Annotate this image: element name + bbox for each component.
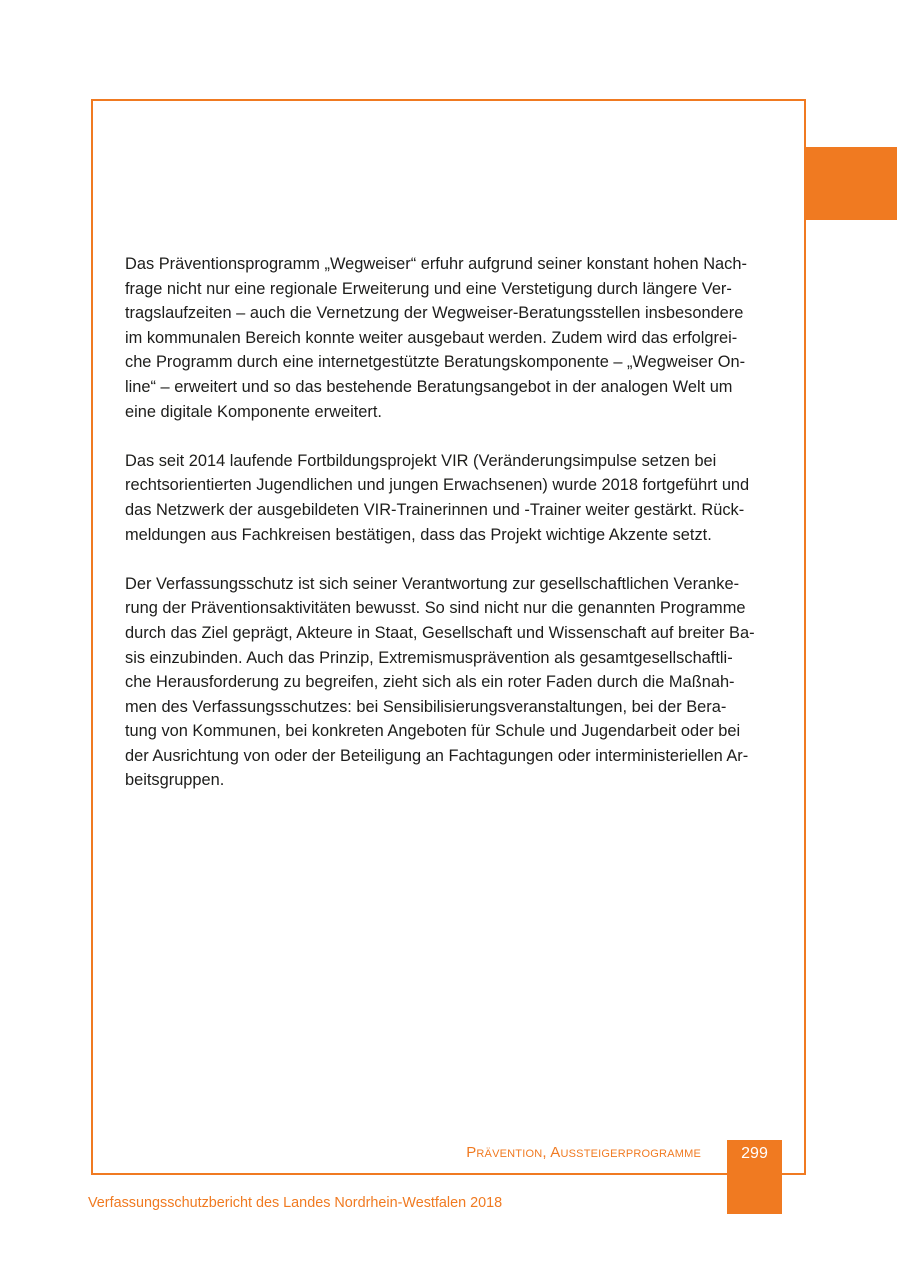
text-line: rechtsorientierten Jugendlichen und jungen Erwachsenen) wurde 2018 fortgeführt und [125,476,750,495]
text-line: Das Präventionsprogramm „Wegweiser“ erfuhr aufgrund seiner konstant hohen Nach- [125,255,747,273]
page-number: 299 [741,1145,768,1162]
text-line: men des Verfassungsschutzes: bei Sensibilisierungsveranstaltungen, bei der Bera- [125,697,727,716]
text-line: frage nicht nur eine regionale Erweiterung und eine Verstetigung durch längere Ver- [125,279,732,298]
text-line: tung von Kommunen, bei konkreten Angeboten für Schule und Jugendarbeit oder bei [125,722,741,741]
text-line: der Ausrichtung von oder der Beteiligung an Fachtagungen oder interministeriellen Ar- [125,746,749,765]
section-label: Prävention, Aussteigerprogramme [466,1144,701,1161]
text-line: tragslaufzeiten – auch die Vernetzung der Wegweiser-Beratungsstellen insbesondere [125,304,744,323]
text-line: durch das Ziel geprägt, Akteure in Staat, Gesellschaft und Wissenschaft auf breiter Ba- [125,623,755,642]
text-line: Das seit 2014 laufende Fortbildungsprojekt VIR (Veränderungsimpulse setzen bei [125,451,717,470]
text-line: Der Verfassungsschutz ist sich seiner Verantwortung zur gesellschaftlichen Veranke- [125,574,740,593]
text-line: beitsgruppen. [125,771,225,790]
text-line: che Programm durch eine internetgestützte Beratungskomponente – „Wegweiser On- [125,353,746,372]
paragraph-verankerung [125,572,789,793]
text-line: che Herausforderung zu begreifen, zieht sich als ein roter Faden durch die Maßnah- [125,673,735,692]
page-number-box [727,1140,782,1214]
text-line: im kommunalen Bereich konnte weiter ausgebaut werden. Zudem wird das erfolgrei- [125,328,738,347]
body-text [125,252,789,818]
text-line: meldungen aus Fachkreisen bestätigen, dass das Projekt wichtige Akzente setzt. [125,525,712,544]
paragraph-vir [125,449,789,547]
text-line: das Netzwerk der ausgebildeten VIR-Trainerinnen und -Trainer weiter gestärkt. Rück- [125,500,745,519]
paragraph-wegweiser [125,252,789,424]
text-line: sis einzubinden. Auch das Prinzip, Extremismusprävention als gesamtgesellschaftli- [125,648,733,667]
text-line: eine digitale Komponente erweitert. [125,402,382,421]
text-line: rung der Präventionsaktivitäten bewusst. So sind nicht nur die genannten Programme [125,599,746,618]
footer-text: Verfassungsschutzbericht des Landes Nordrhein-Westfalen 2018 [88,1195,503,1211]
text-line: line“ – erweitert und so das bestehende Beratungsangebot in der analogen Welt um [125,377,733,396]
chapter-tab-marker [804,147,897,220]
